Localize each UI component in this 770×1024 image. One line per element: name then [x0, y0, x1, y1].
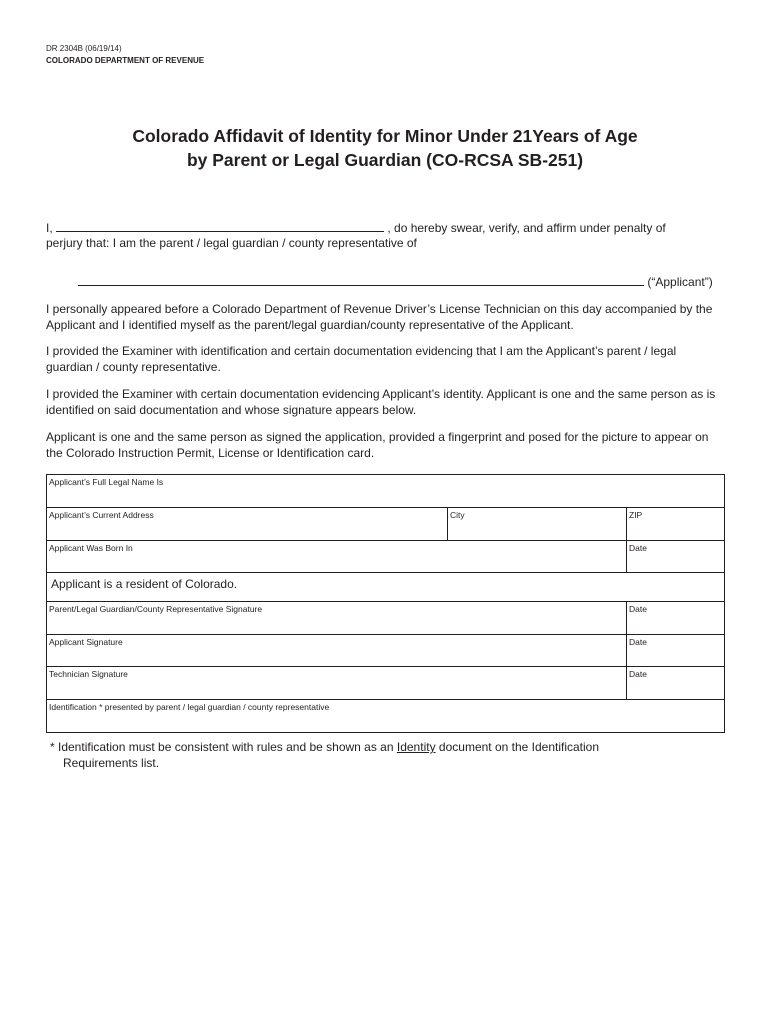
applicant-date-field[interactable]: Date	[627, 635, 725, 667]
footnote	[50, 739, 690, 771]
footnote-before: * Identification must be consistent with rules and be shown as an	[50, 740, 394, 754]
title-line-1: Colorado Affidavit of Identity for Minor Under 21Years of Age	[132, 126, 638, 146]
zip-field[interactable]: ZIP	[627, 508, 725, 541]
born-date-field[interactable]: Date	[627, 541, 725, 573]
footnote-after: document on the Identification	[438, 740, 600, 754]
paragraph-appearance: I personally appeared before a Colorado Department of Revenue Driver’s License Technician on this day accompanied by the Applicant and I identified myself as the parent/legal guardian/county representative of the Applicant.	[46, 302, 713, 332]
paragraph-identification: I provided the Examiner with identification and certain documentation evidencing that I am the Applicant’s parent / legal guardian / county representative.	[46, 344, 677, 374]
technician-date-field[interactable]: Date	[627, 667, 725, 700]
identity-link-text: Identity	[396, 740, 436, 754]
guardian-date-field[interactable]: Date	[627, 602, 725, 635]
title-line-2: by Parent or Legal Guardian (CO-RCSA SB-251)	[186, 150, 584, 170]
oath-line-1	[46, 220, 746, 236]
current-address-field[interactable]: Applicant’s Current Address	[47, 508, 448, 541]
full-name-field[interactable]: Applicant’s Full Legal Name Is	[47, 475, 725, 508]
oath-suffix: , do hereby swear, verify, and affirm under penalty of	[387, 221, 666, 235]
identification-field[interactable]: Identification * presented by parent / legal guardian / county representative	[47, 700, 725, 733]
applicant-name-blank[interactable]	[78, 274, 644, 286]
department-name: COLORADO DEPARTMENT OF REVENUE	[46, 56, 205, 65]
parent-name-blank[interactable]	[56, 220, 384, 232]
document-title	[0, 124, 770, 172]
paragraph-identity: I provided the Examiner with certain documentation evidencing Applicant’s identity. Applicant is one and the same person as is identified on said documentation and whose signature appears below.	[46, 387, 716, 417]
oath-prefix: I,	[46, 221, 53, 235]
guardian-signature-field[interactable]: Parent/Legal Guardian/County Representative Signature	[47, 602, 627, 635]
applicant-tag: (“Applicant”)	[647, 275, 713, 289]
born-in-field[interactable]: Applicant Was Born In	[47, 541, 627, 573]
oath-line-2: perjury that: I am the parent / legal guardian / county representative of	[46, 236, 417, 250]
form-number: DR 2304B (06/19/14)	[46, 44, 122, 53]
paragraph-application: Applicant is one and the same person as signed the application, provided a fingerprint and posed for the picture to appear on the Colorado Instruction Permit, License or Identification card.	[46, 430, 709, 460]
resident-statement: Applicant is a resident of Colorado.	[47, 573, 725, 602]
technician-signature-field[interactable]: Technician Signature	[47, 667, 627, 700]
applicant-name-line	[78, 274, 718, 290]
applicant-signature-field[interactable]: Applicant Signature	[47, 635, 627, 667]
footnote-line-2: Requirements list.	[63, 756, 160, 770]
affidavit-form-table	[46, 474, 725, 733]
city-field[interactable]: City	[448, 508, 627, 541]
